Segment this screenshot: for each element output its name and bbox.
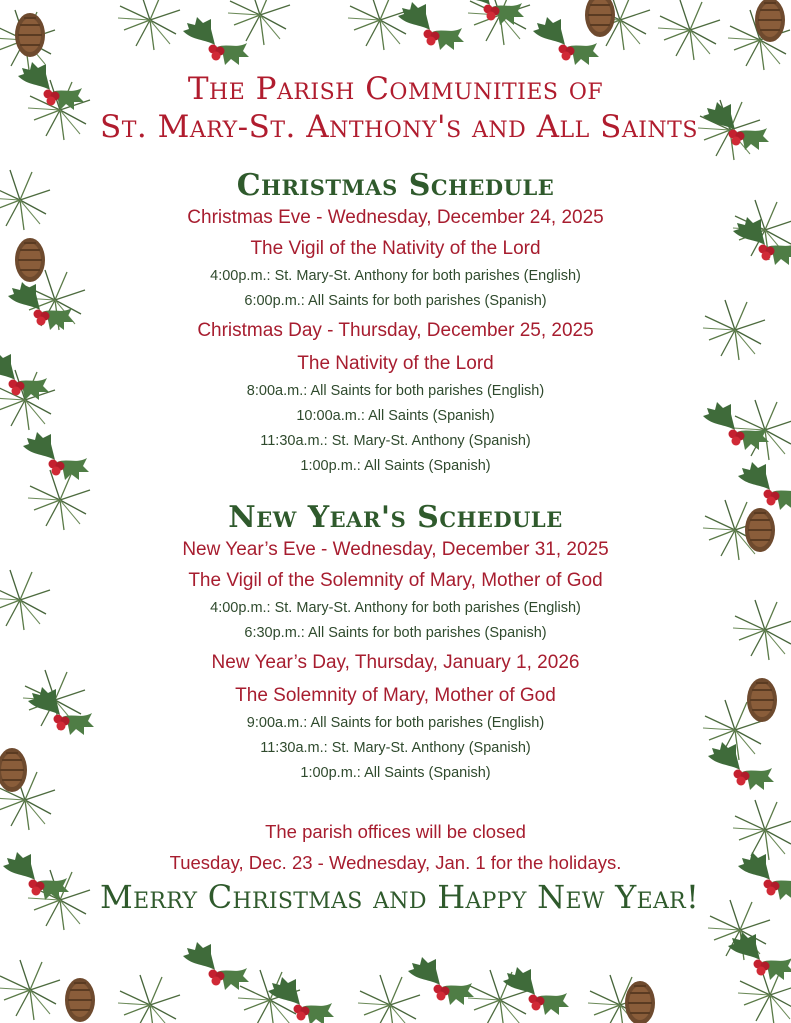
mass-time: 6:00p.m.: All Saints for both parishes (Spanish) <box>244 293 547 309</box>
christmas-eve-date: Christmas Eve - Wednesday, December 24, 2025 <box>187 207 604 228</box>
christmas-heading: Christmas Schedule <box>236 168 555 203</box>
christmas-eve-name: The Vigil of the Nativity of the Lord <box>250 238 541 259</box>
mass-time: 11:30a.m.: St. Mary-St. Anthony (Spanish) <box>260 740 531 756</box>
holiday-greeting: Merry Christmas and Happy New Year! <box>100 878 700 916</box>
mass-time: 10:00a.m.: All Saints (Spanish) <box>296 408 495 424</box>
mass-time: 1:00p.m.: All Saints (Spanish) <box>300 458 491 474</box>
new-year-schedule <box>100 501 691 786</box>
christmas-day-date: Christmas Day - Thursday, December 25, 2025 <box>197 320 594 341</box>
page-title <box>100 70 698 146</box>
mass-time: 11:30a.m.: St. Mary-St. Anthony (Spanish) <box>260 433 531 449</box>
new-year-eve-name: The Vigil of the Solemnity of Mary, Mother of God <box>188 570 603 591</box>
christmas-day-name: The Nativity of the Lord <box>297 353 494 374</box>
new-year-heading: New Year's Schedule <box>228 500 563 535</box>
new-year-day-date: New Year’s Day, Thursday, January 1, 2026 <box>211 652 580 673</box>
mass-time: 6:30p.m.: All Saints for both parishes (Spanish) <box>244 625 547 641</box>
christmas-schedule <box>100 169 691 479</box>
offices-closed-notice: The parish offices will be closed <box>265 821 526 842</box>
footer <box>100 816 700 916</box>
offices-closed-dates: Tuesday, Dec. 23 - Wednesday, Jan. 1 for the holidays. <box>169 852 622 873</box>
title-line-2: St. Mary-St. Anthony's and All Saints <box>100 109 698 145</box>
new-year-eve-date: New Year’s Eve - Wednesday, December 31, 2025 <box>182 539 609 560</box>
mass-time: 4:00p.m.: St. Mary-St. Anthony for both parishes (English) <box>210 600 581 616</box>
mass-time: 8:00a.m.: All Saints for both parishes (English) <box>246 383 545 399</box>
schedule-content <box>100 70 700 916</box>
mass-time: 9:00a.m.: All Saints for both parishes (English) <box>246 715 545 731</box>
mass-time: 1:00p.m.: All Saints (Spanish) <box>300 765 491 781</box>
mass-time: 4:00p.m.: St. Mary-St. Anthony for both parishes (English) <box>210 268 581 284</box>
title-line-1: The Parish Communities of <box>187 71 604 107</box>
new-year-day-name: The Solemnity of Mary, Mother of God <box>235 685 556 706</box>
